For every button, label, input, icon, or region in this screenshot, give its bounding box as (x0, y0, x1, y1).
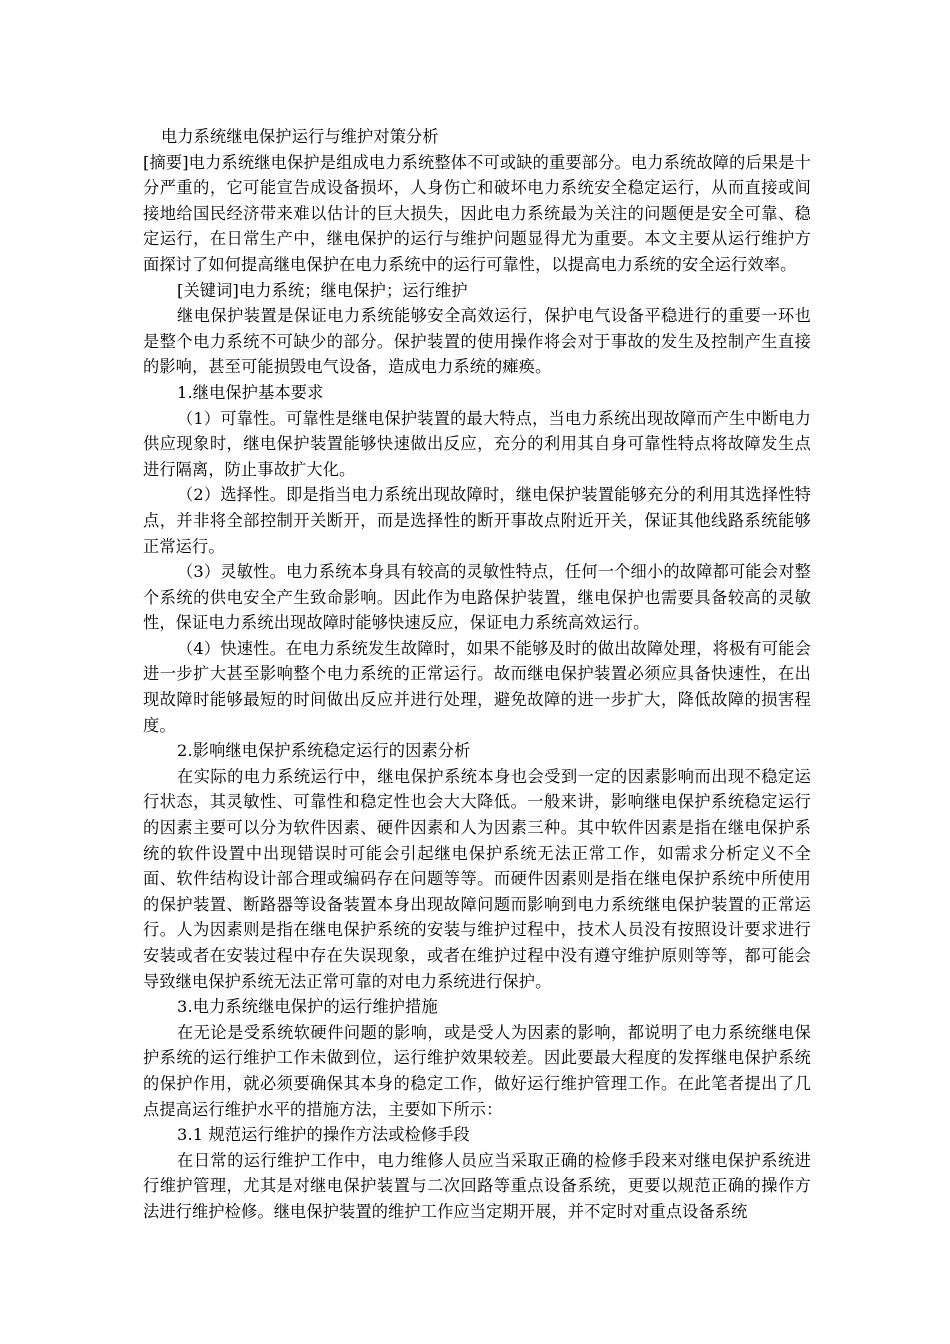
requirement-speed: （4）快速性。在电力系统发生故障时，如果不能够及时的做出故障处理，将极有可能会进一步扩大甚至影响整个电力系统的正常运行。故而继电保护装置必须应具备快速性，在出现故障时能够最短的时间做出反应并进行处理，避免故障的进一步扩大，降低故障的损害程度。 (143, 638, 811, 735)
section-2-paragraph: 在实际的电力系统运行中，继电保护系统本身也会受到一定的因素影响而出现不稳定运行状态，其灵敏性、可靠性和稳定性也会大大降低。一般来讲，影响继电保护系统稳定运行的因素主要可以分为软件因素、硬件因素和人为因素三种。其中软件因素是指在继电保护系统的软件设置中出现错误时可能会引起继电保护系统无法正常工作，如需求分析定义不全面、软件结构设计部合理或编码存在问题等等。而硬件因素则是指在继电保护系统中所使用的保护装置、断路器等设备装置本身出现故障问题而影响到电力系统继电保护装置的正常运行。人为因素则是指在继电保护系统的安装与维护过程中，技术人员没有按照设计要求进行安装或者在安装过程中存在失误现象，或者在维护过程中没有遵守维护原则等等，都可能会导致继电保护系统无法正常可靠的对电力系统进行保护。 (143, 766, 811, 991)
section-3-paragraph: 在无论是受系统软硬件问题的影响，或是受人为因素的影响，都说明了电力系统继电保护系统的运行维护工作未做到位，运行维护效果较差。因此要最大程度的发挥继电保护系统的保护作用，就必须要确保其本身的稳定工作，做好运行维护管理工作。在此笔者提出了几点提高运行维护水平的措施方法，主要如下所示： (143, 1022, 811, 1119)
abstract-paragraph: [摘要]电力系统继电保护是组成电力系统整体不可或缺的重要部分。电力系统故障的后果是十分严重的，它可能宣告成设备损坏，人身伤亡和破坏电力系统安全稳定运行，从而直接或间接地给国民经济带来难以估计的巨大损失，因此电力系统最为关注的问题便是安全可靠、稳定运行，在日常生产中，继电保护的运行与维护问题显得尤为重要。本文主要从运行维护方面探讨了如何提高继电保护在电力系统中的运行可靠性，以提高电力系统的安全运行效率。 (143, 152, 811, 274)
document-body (143, 124, 811, 1225)
subsection-3-1-heading: 3.1 规范运行维护的操作方法或检修手段 (177, 1125, 470, 1145)
keywords-line: [关键词]电力系统；继电保护；运行维护 (177, 280, 468, 300)
requirement-sensitivity: （3）灵敏性。电力系统本身具有较高的灵敏性特点，任何一个细小的故障都可能会对整个系统的供电安全产生致命影响。因此作为电路保护装置，继电保护也需要具备较高的灵敏性，保证电力系统出现故障时能够快速反应，保证电力系统高效运行。 (143, 562, 811, 633)
document-title: 电力系统继电保护运行与维护对策分析 (161, 127, 439, 146)
intro-paragraph: 继电保护装置是保证电力系统能够安全高效运行，保护电气设备平稳进行的重要一环也是整个电力系统不可缺少的部分。保护装置的使用操作将会对于事故的发生及控制产生直接的影响，甚至可能损毁电气设备，造成电力系统的瘫痪。 (143, 306, 811, 377)
requirement-reliability: （1）可靠性。可靠性是继电保护装置的最大特点，当电力系统出现故障而产生中断电力供应现象时，继电保护装置能够快速做出反应，充分的利用其自身可靠性特点将故障发生点进行隔离，防止事故扩大化。 (143, 408, 811, 479)
section-2-heading: 2.影响继电保护系统稳定运行的因素分析 (177, 741, 471, 761)
requirement-selectivity: （2）选择性。即是指当电力系统出现故障时，继电保护装置能够充分的利用其选择性特点，并非将全部控制开关断开，而是选择性的断开事故点附近开关，保证其他线路系统能够正常运行。 (143, 485, 811, 556)
section-1-heading: 1.继电保护基本要求 (177, 382, 324, 402)
subsection-3-1-paragraph: 在日常的运行维护工作中，电力维修人员应当采取正确的检修手段来对继电保护系统进行维护管理，尤其是对继电保护装置与二次回路等重点设备系统，更要以规范正确的操作方法进行维护检修。继电保护装置的维护工作应当定期开展，并不定时对重点设备系统 (143, 1150, 811, 1221)
section-3-heading: 3.电力系统继电保护的运行维护措施 (177, 997, 438, 1017)
